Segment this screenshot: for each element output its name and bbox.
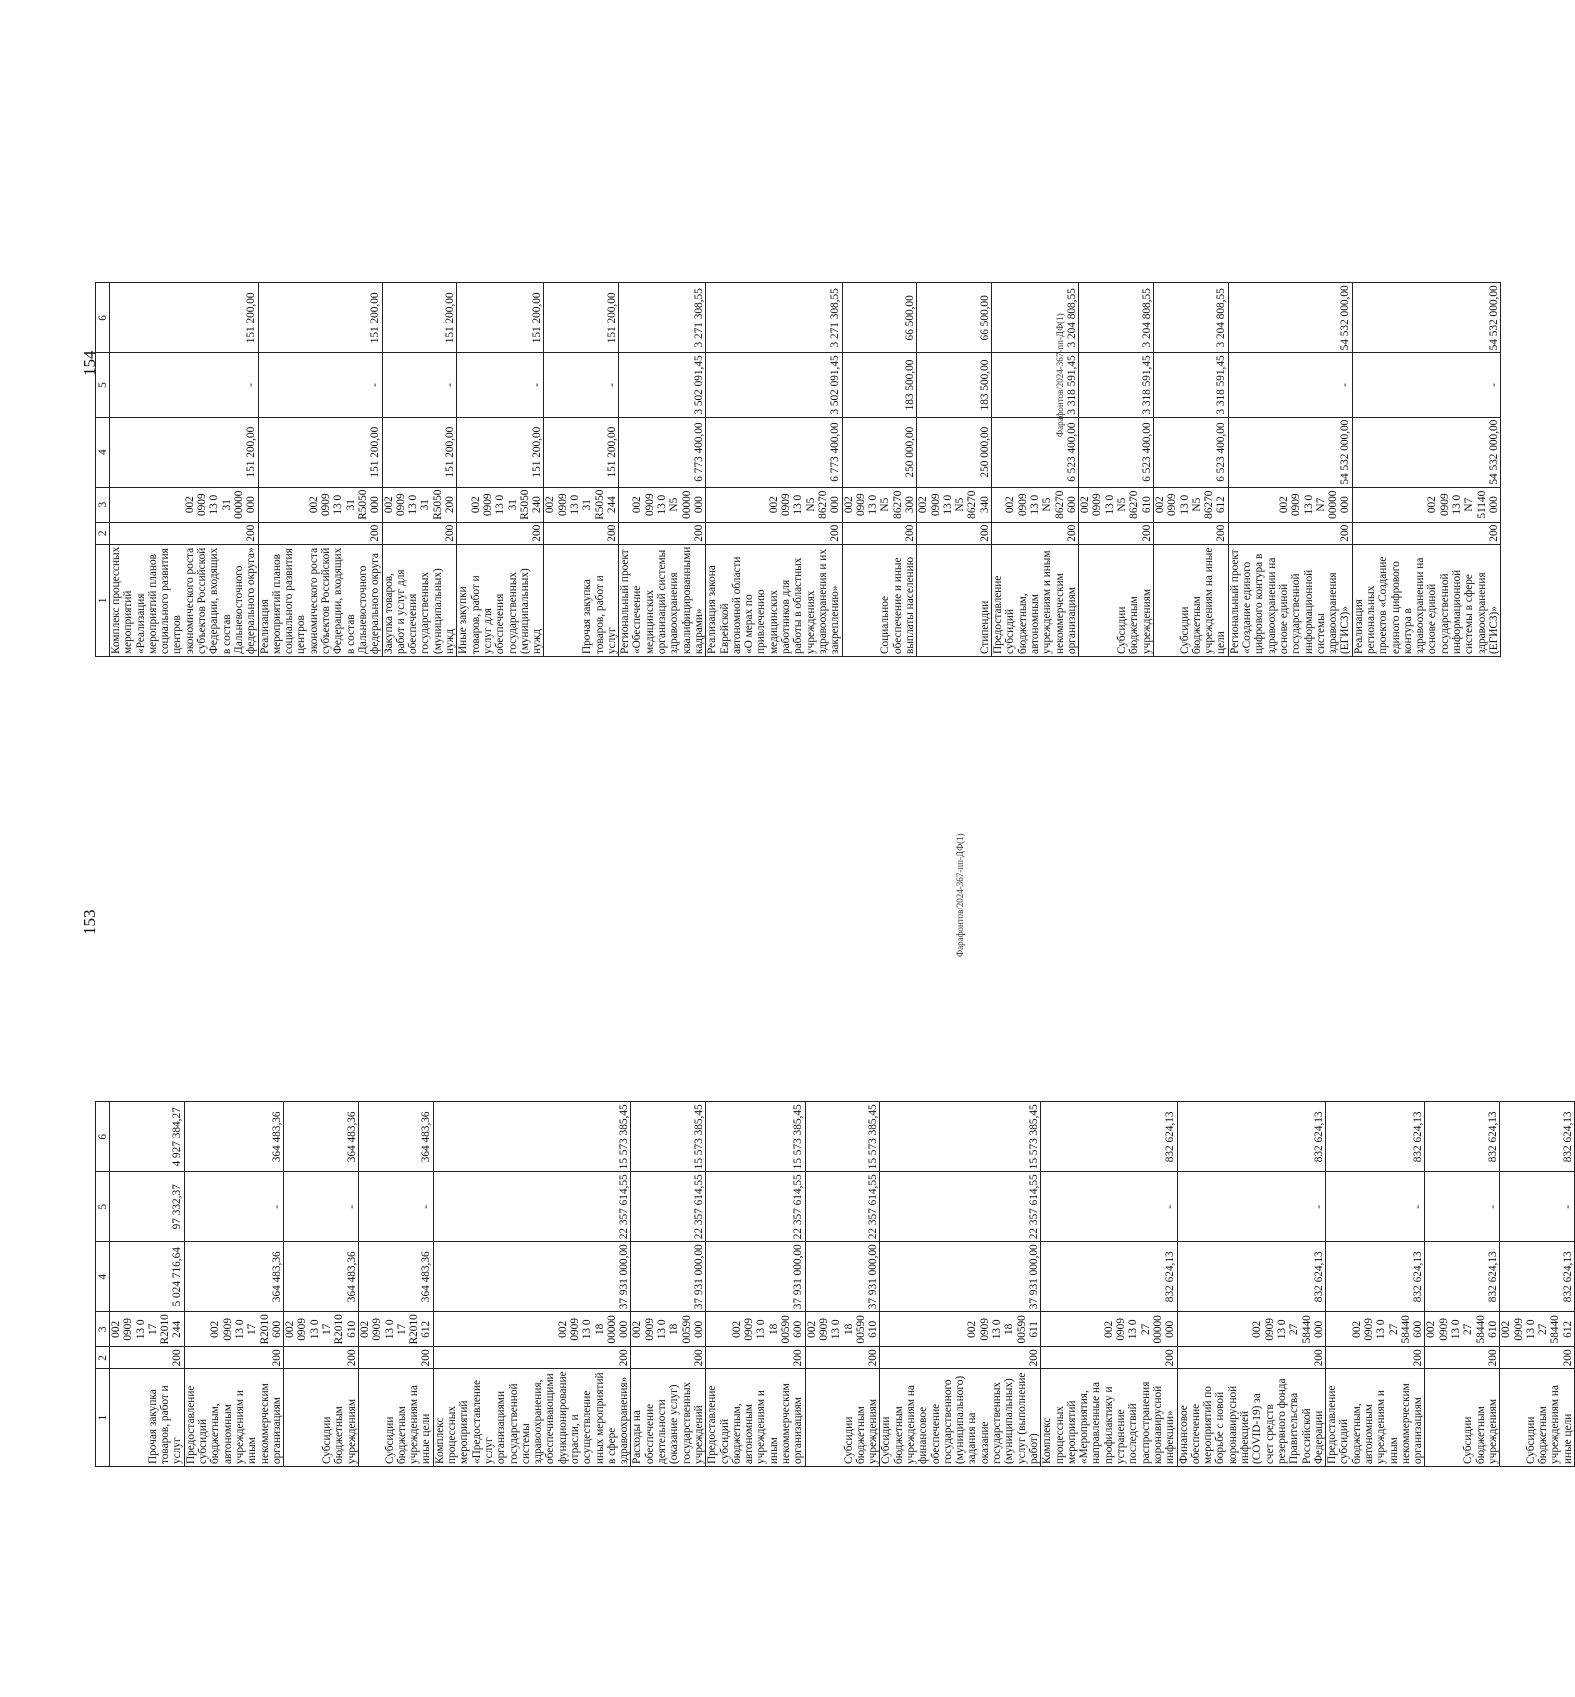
row-value-4: 6 773 400,00: [619, 417, 706, 487]
row-value-4: 6 773 400,00: [706, 417, 842, 487]
row-value-4: 832 624,13: [1425, 1242, 1500, 1312]
row-vr: 200: [457, 522, 544, 544]
row-value-6: 15 573 385,45: [433, 1102, 631, 1172]
row-vr: 200: [619, 522, 706, 544]
row-value-5: 3 502 091,45: [706, 353, 842, 417]
row-value-6: 4 927 384,27: [110, 1102, 185, 1172]
row-value-6: 3 204 808,55: [992, 283, 1079, 353]
row-code: 002 0909 13 0 N5 00000 000: [619, 487, 706, 522]
row-vr: 200: [1041, 1347, 1177, 1369]
table-row: [805, 1102, 880, 1467]
row-vr: 200: [1079, 522, 1154, 544]
row-value-5: -: [358, 1172, 433, 1242]
row-name: Региональный проект «Обеспечение медицинских организаций системы здравоохранения квалифицированными кадрами»: [619, 544, 706, 656]
row-value-4: 37 931 000,00: [805, 1242, 880, 1312]
table-row: [706, 1102, 805, 1467]
row-vr: 200: [110, 522, 259, 544]
row-code: 002 0909 13 0 27 00000 000: [1041, 1312, 1177, 1347]
row-value-5: 97 332,37: [110, 1172, 185, 1242]
col-header: 2: [96, 522, 110, 544]
row-value-6: 54 532 000,00: [1228, 283, 1352, 353]
row-vr: 200: [917, 522, 992, 544]
table-row: [619, 283, 706, 657]
row-vr: 200: [433, 1347, 631, 1369]
row-value-6: 151 200,00: [544, 283, 619, 353]
table-row: [110, 1102, 185, 1467]
row-value-5: -: [544, 353, 619, 417]
row-vr: 200: [382, 522, 457, 544]
col-header: 2: [96, 1347, 110, 1369]
row-name: Комплекс процессных мероприятий «Мероприятия, направленные на профилактику и устранение последствий распространения коронавирусной инфекции»: [1041, 1369, 1177, 1467]
row-value-5: -: [258, 353, 382, 417]
col-header: 4: [96, 417, 110, 487]
row-value-6: 151 200,00: [110, 283, 259, 353]
row-value-4: 37 931 000,00: [706, 1242, 805, 1312]
table-row: [1352, 283, 1501, 657]
row-vr: 200: [805, 1347, 880, 1369]
row-value-5: 22 357 614,55: [631, 1172, 706, 1242]
col-header: 6: [96, 1102, 110, 1172]
row-vr: 200: [284, 1347, 359, 1369]
page-footer: Фарафонтов/2024-367-пп-ДФ(1): [955, 833, 965, 957]
row-vr: 200: [1425, 1347, 1500, 1369]
row-value-6: 832 624,13: [1326, 1102, 1425, 1172]
row-vr: 200: [1177, 1347, 1326, 1369]
row-vr: 200: [110, 1347, 185, 1369]
table-header-row: [96, 1102, 110, 1467]
row-value-6: 66 500,00: [842, 283, 917, 353]
row-value-4: 832 624,13: [1041, 1242, 1177, 1312]
row-value-5: -: [382, 353, 457, 417]
row-value-5: -: [1228, 353, 1352, 417]
row-code: 002 0909 13 0 31 R5050 000: [258, 487, 382, 522]
row-value-5: -: [1326, 1172, 1425, 1242]
row-name: Субсидии бюджетным учреждениям: [1425, 1369, 1500, 1467]
row-code: 002 0909 13 0 31 00000 000: [110, 487, 259, 522]
row-value-6: 364 483,36: [284, 1102, 359, 1172]
row-value-4: 6 523 400,00: [1079, 417, 1154, 487]
table-row: [433, 1102, 631, 1467]
row-code: 002 0909 13 0 31 R5050 244: [544, 487, 619, 522]
row-name: Прочая закупка товаров, работ и услуг: [544, 544, 619, 656]
table-row: [880, 1102, 1041, 1467]
table-row: [110, 283, 259, 657]
row-value-5: -: [457, 353, 544, 417]
budget-table-153: [95, 1101, 1575, 1467]
row-vr: 200: [1352, 522, 1501, 544]
table-row: [706, 283, 842, 657]
row-code: 002 0909 13 0 17 R2010 610: [284, 1312, 359, 1347]
page-footer: Фарафонтов/2024-367-пп-ДФ(1): [1055, 313, 1065, 437]
budget-table-154: [95, 282, 1501, 657]
row-value-6: 3 271 308,55: [619, 283, 706, 353]
row-name: Субсидии бюджетным учреждениям: [805, 1369, 880, 1467]
row-name: Иные закупки товаров, работ и услуг для обеспечения государственных (муниципальных) нужд: [457, 544, 544, 656]
table-row: [1228, 283, 1352, 657]
row-code: 002 0909 13 0 18 00000 000: [433, 1312, 631, 1347]
row-value-4: 37 931 000,00: [631, 1242, 706, 1312]
row-value-6: 832 624,13: [1177, 1102, 1326, 1172]
row-value-5: 22 357 614,55: [880, 1172, 1041, 1242]
col-header: 1: [96, 1369, 110, 1467]
row-name: Субсидии бюджетным учреждениям на иные цели: [1500, 1369, 1575, 1467]
row-name: Расходы на обеспечение деятельности (оказание услуг) государственных учреждений: [631, 1369, 706, 1467]
row-value-6: 3 204 808,55: [1079, 283, 1154, 353]
row-vr: 200: [1326, 1347, 1425, 1369]
row-name: Социальное обеспечение и иные выплаты населению: [842, 544, 917, 656]
row-value-5: 22 357 614,55: [706, 1172, 805, 1242]
row-value-5: 3 318 591,45: [1153, 353, 1228, 417]
row-code: 002 0909 13 0 N7 51140 000: [1352, 487, 1501, 522]
row-code: 002 0909 13 0 N5 86270 300: [842, 487, 917, 522]
row-value-5: 3 318 591,45: [992, 353, 1079, 417]
row-name: Субсидии бюджетным учреждениям на иные цели: [1153, 544, 1228, 656]
page-number: 153: [80, 909, 99, 935]
row-value-6: 364 483,36: [358, 1102, 433, 1172]
row-value-5: -: [1177, 1172, 1326, 1242]
table-row: [1177, 1102, 1326, 1467]
row-name: Субсидии бюджетным учреждениям на иные цели: [358, 1369, 433, 1467]
row-value-4: 37 931 000,00: [880, 1242, 1041, 1312]
row-vr: 200: [1153, 522, 1228, 544]
row-code: 002 0909 13 0 31 R5050 240: [457, 487, 544, 522]
table-row: [631, 1102, 706, 1467]
row-value-5: 22 357 614,55: [433, 1172, 631, 1242]
row-code: 002 0909 13 0 31 R5050 200: [382, 487, 457, 522]
row-value-4: 54 532 000,00: [1352, 417, 1501, 487]
row-value-4: 5 024 716,64: [110, 1242, 185, 1312]
row-value-4: 151 200,00: [457, 417, 544, 487]
row-code: 002 0909 13 0 27 58440 600: [1326, 1312, 1425, 1347]
row-value-5: 183 500,00: [842, 353, 917, 417]
row-value-6: 151 200,00: [258, 283, 382, 353]
row-value-4: 364 483,36: [184, 1242, 283, 1312]
table-row: [1041, 1102, 1177, 1467]
col-header: 5: [96, 1172, 110, 1242]
row-code: 002 0909 13 0 18 00590 610: [805, 1312, 880, 1347]
col-header: 6: [96, 283, 110, 353]
row-value-5: -: [184, 1172, 283, 1242]
row-value-6: 151 200,00: [382, 283, 457, 353]
table-row: [1079, 283, 1154, 657]
row-value-4: 250 000,00: [917, 417, 992, 487]
row-code: 002 0909 13 0 N5 86270 000: [706, 487, 842, 522]
row-code: 002 0909 13 0 18 00590 000: [631, 1312, 706, 1347]
row-name: Предоставление субсидий бюджетным, автономным учреждениям и иным некоммерческим организациям: [992, 544, 1079, 656]
col-header: 5: [96, 353, 110, 417]
row-value-5: 3 318 591,45: [1079, 353, 1154, 417]
row-value-4: 151 200,00: [110, 417, 259, 487]
col-header: 4: [96, 1242, 110, 1312]
row-value-5: 22 357 614,55: [805, 1172, 880, 1242]
row-vr: 200: [706, 522, 842, 544]
table-row: [1500, 1102, 1575, 1467]
row-vr: 200: [842, 522, 917, 544]
row-name: Субсидии бюджетным учреждениям на финансовое обеспечение государственного (муниципального) задания на оказание государственных (муниципальных) услуг (выполнение работ): [880, 1369, 1041, 1467]
row-value-5: -: [284, 1172, 359, 1242]
row-code: 002 0909 13 0 N5 86270 610: [1079, 487, 1154, 522]
row-value-5: -: [1500, 1172, 1575, 1242]
page-number: 154: [80, 350, 99, 376]
row-code: 002 0909 13 0 18 00590 611: [880, 1312, 1041, 1347]
row-code: 002 0909 13 0 27 58440 000: [1177, 1312, 1326, 1347]
row-code: 002 0909 13 0 N5 86270 612: [1153, 487, 1228, 522]
table-header-row: [96, 283, 110, 657]
row-value-6: 3 204 808,55: [1153, 283, 1228, 353]
row-value-4: 364 483,36: [358, 1242, 433, 1312]
row-vr: 200: [1228, 522, 1352, 544]
table-row: [1153, 283, 1228, 657]
table-row: [382, 283, 457, 657]
row-name: Закупка товаров, работ и услуг для обеспечения государственных (муниципальных) нужд: [382, 544, 457, 656]
row-value-4: 37 931 000,00: [433, 1242, 631, 1312]
row-value-5: -: [1352, 353, 1501, 417]
row-value-6: 54 532 000,00: [1352, 283, 1501, 353]
row-name: Стипендии: [917, 544, 992, 656]
row-name: Региональный проект «Создание единого цифрового контура в здравоохранении на основе единой государственной информационной системы здравоохранения (ЕГИСЗ)»: [1228, 544, 1352, 656]
row-code: 002 0909 13 0 27 58440 612: [1500, 1312, 1575, 1347]
row-value-4: 6 523 400,00: [992, 417, 1079, 487]
row-vr: 200: [880, 1347, 1041, 1369]
table-row: [1326, 1102, 1425, 1467]
row-value-6: 15 573 385,45: [805, 1102, 880, 1172]
col-header: 3: [96, 1312, 110, 1347]
row-vr: 200: [992, 522, 1079, 544]
row-name: Комплекс процессных мероприятий «Предоставление услуг организациями государственной системы здравоохранения, обеспечивающими функционирование отрасли, и осуществление иных мероприятий в сфере здравоохранения»: [433, 1369, 631, 1467]
row-value-6: 832 624,13: [1041, 1102, 1177, 1172]
row-name: Предоставление субсидий бюджетным, автономным учреждениям и иным некоммерческим организациям: [1326, 1369, 1425, 1467]
row-value-5: -: [110, 353, 259, 417]
row-value-6: 3 271 308,55: [706, 283, 842, 353]
row-name: Субсидии бюджетным учреждениям: [284, 1369, 359, 1467]
row-value-6: 832 624,13: [1500, 1102, 1575, 1172]
row-value-6: 364 483,36: [184, 1102, 283, 1172]
row-vr: 200: [544, 522, 619, 544]
row-name: Реализация региональных проектов «Создание единого цифрового контура в здравоохранении на основе единой государственной информационной системы в сфере здравоохранения (ЕГИСЗ)»: [1352, 544, 1501, 656]
table-row: [842, 283, 917, 657]
row-name: Субсидии бюджетным учреждениям: [1079, 544, 1154, 656]
row-code: 002 0909 13 0 18 00590 600: [706, 1312, 805, 1347]
row-value-5: 183 500,00: [917, 353, 992, 417]
row-value-4: 151 200,00: [382, 417, 457, 487]
row-vr: 200: [706, 1347, 805, 1369]
row-vr: 200: [358, 1347, 433, 1369]
row-code: 002 0909 13 0 17 R2010 600: [184, 1312, 283, 1347]
row-vr: 200: [631, 1347, 706, 1369]
row-value-6: 15 573 385,45: [706, 1102, 805, 1172]
row-vr: 200: [1500, 1347, 1575, 1369]
table-row: [184, 1102, 283, 1467]
row-name: Реализация закона Еврейской автономной области «О мерах по привлечению медицинских работников для работы в областных учреждениях здравоохранения и их закреплению»: [706, 544, 842, 656]
table-row: [358, 1102, 433, 1467]
row-value-5: -: [1041, 1172, 1177, 1242]
row-value-6: 15 573 385,45: [631, 1102, 706, 1172]
table-row: [917, 283, 992, 657]
row-value-6: 151 200,00: [457, 283, 544, 353]
row-name: Предоставление субсидий бюджетным, автономным учреждениям и иным некоммерческим организациям: [706, 1369, 805, 1467]
row-value-4: 6 523 400,00: [1153, 417, 1228, 487]
row-name: Прочая закупка товаров, работ и услуг: [110, 1369, 185, 1467]
row-value-5: 3 502 091,45: [619, 353, 706, 417]
row-code: 002 0909 13 0 N7 00000 000: [1228, 487, 1352, 522]
row-value-6: 832 624,13: [1425, 1102, 1500, 1172]
col-header: 1: [96, 544, 110, 656]
row-value-4: 832 624,13: [1326, 1242, 1425, 1312]
row-value-4: 151 200,00: [544, 417, 619, 487]
row-value-6: 66 500,00: [917, 283, 992, 353]
table-row: [1425, 1102, 1500, 1467]
row-code: 002 0909 13 0 27 58440 610: [1425, 1312, 1500, 1347]
table-row: [992, 283, 1079, 657]
row-code: 002 0909 13 0 17 R2010 612: [358, 1312, 433, 1347]
row-value-4: 54 532 000,00: [1228, 417, 1352, 487]
row-name: Финансовое обеспечение мероприятий по борьбе с новой коронавирусной инфекцией (COVID-19) за счет средств резервного фонда Правительства Российской Федерации: [1177, 1369, 1326, 1467]
col-header: 3: [96, 487, 110, 522]
row-value-4: 832 624,13: [1500, 1242, 1575, 1312]
table-row: [544, 283, 619, 657]
row-value-4: 832 624,13: [1177, 1242, 1326, 1312]
table-row: [258, 283, 382, 657]
table-row: [284, 1102, 359, 1467]
row-code: 002 0909 13 0 17 R2010 244: [110, 1312, 185, 1347]
row-value-4: 151 200,00: [258, 417, 382, 487]
table-row: [457, 283, 544, 657]
row-code: 002 0909 13 0 N5 86270 600: [992, 487, 1079, 522]
row-vr: 200: [258, 522, 382, 544]
row-vr: 200: [184, 1347, 283, 1369]
row-value-6: 15 573 385,45: [880, 1102, 1041, 1172]
row-name: Реализация мероприятий планов социального развития центров экономического роста субъектов Российской Федерации, входящих в состав Дальневосточного федерального округа: [258, 544, 382, 656]
row-value-4: 250 000,00: [842, 417, 917, 487]
row-code: 002 0909 13 0 N5 86270 340: [917, 487, 992, 522]
row-value-5: -: [1425, 1172, 1500, 1242]
row-name: Предоставление субсидий бюджетным, автономным учреждениям и иным некоммерческим организациям: [184, 1369, 283, 1467]
row-name: Комплекс процессных мероприятий «Реализация мероприятий планов социального развития центров экономического роста субъектов Российской Федерации, входящих в состав Дальневосточного федерального округа»: [110, 544, 259, 656]
row-value-4: 364 483,36: [284, 1242, 359, 1312]
